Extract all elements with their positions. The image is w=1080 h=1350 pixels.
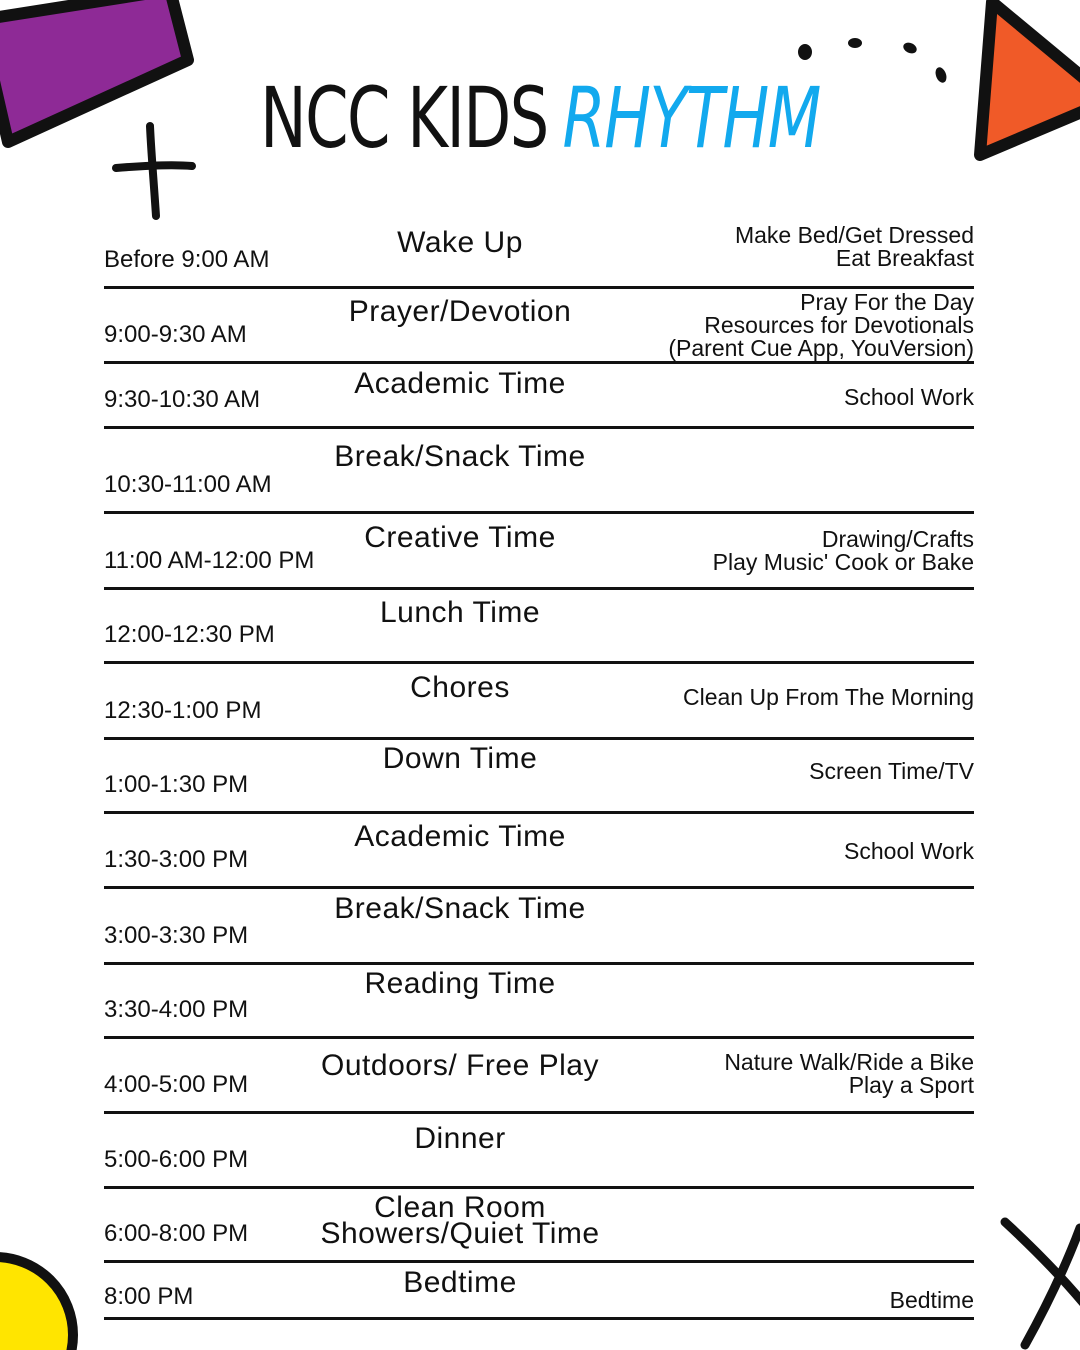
row-time: 4:00-5:00 PM [104,1071,249,1098]
title-part-2: RHYTHM [562,69,820,167]
schedule-row [104,965,974,1039]
row-note: School Work [844,838,974,864]
row-time: 1:00-1:30 PM [104,771,249,798]
row-note: Play Music' Cook or Bake [712,549,974,575]
row-activity [320,1190,600,1250]
x-mark-shape [1005,1222,1080,1345]
schedule-row [104,514,974,590]
schedule-row [104,740,974,814]
row-activity: Academic Time [354,367,566,400]
row-activity: Break/Snack Time [334,891,586,925]
row-time: 3:30-4:00 PM [104,996,249,1023]
schedule-row [104,1039,974,1114]
schedule-table [104,222,974,1320]
row-note: Eat Breakfast [835,245,974,271]
row-note: Clean Up From The Morning [682,684,974,710]
row-note: Screen Time/TV [809,758,974,784]
row-note: Nature Walk/Ride a Bike [724,1049,974,1075]
row-time: 3:00-3:30 PM [104,922,249,949]
title-part-1: NCC KIDS [260,69,548,167]
row-activity: Wake Up [397,226,523,259]
row-activity: Outdoors/ Free Play [321,1049,599,1082]
schedule-row [104,814,974,889]
row-notes [844,840,974,863]
row-activity: Prayer/Devotion [348,295,572,328]
schedule-row [104,1189,974,1263]
row-note: Play a Sport [848,1072,974,1098]
row-note: Drawing/Crafts [821,526,974,552]
page-title [140,70,939,166]
row-time: 6:00-8:00 PM [104,1220,249,1247]
row-time: 12:00-12:30 PM [104,621,275,648]
schedule-row [104,664,974,740]
row-time: 9:00-9:30 AM [104,321,247,348]
row-notes [890,1289,974,1312]
row-activity-line: Showers/Quiet Time [320,1216,600,1250]
row-note: Resources for Devotionals [704,312,974,338]
schedule-row [104,289,974,364]
row-time: 11:00 AM-12:00 PM [104,547,315,574]
row-notes [668,291,974,360]
row-activity: Bedtime [403,1266,517,1299]
row-activity: Chores [410,670,510,704]
row-time: 5:00-6:00 PM [104,1146,249,1173]
schedule-row [104,889,974,965]
schedule-row [104,429,974,514]
row-note: Pray For the Day [800,289,974,315]
row-note: School Work [844,384,974,410]
orange-triangle-shape [980,2,1080,155]
row-time: 9:30-10:30 AM [104,386,261,413]
schedule-row [104,222,974,289]
row-activity: Academic Time [354,820,566,853]
row-activity: Break/Snack Time [334,440,586,473]
row-activity: Down Time [382,741,538,775]
schedule-row [104,1114,974,1189]
row-note: Make Bed/Get Dressed [734,222,974,248]
row-note: (Parent Cue App, YouVersion) [668,335,974,361]
row-time: 1:30-3:00 PM [104,846,249,873]
row-time: 12:30-1:00 PM [104,697,262,724]
row-activity-line: Clean Room [374,1190,546,1224]
row-activity: Creative Time [364,520,556,554]
row-notes [683,686,974,709]
row-notes [844,386,974,409]
row-activity: Lunch Time [379,595,541,629]
row-time: 8:00 PM [104,1283,194,1310]
schedule-row [104,590,974,664]
row-activity: Reading Time [364,966,556,1000]
row-notes [735,224,974,270]
row-notes [809,760,974,783]
schedule-row [104,364,974,429]
row-activity: Dinner [414,1122,506,1155]
row-notes [724,1051,974,1097]
row-time: 10:30-11:00 AM [104,471,272,498]
row-note: Bedtime [889,1287,974,1313]
row-time: Before 9:00 AM [104,246,270,273]
yellow-circle-shape [0,1257,73,1350]
schedule-row [104,1263,974,1320]
row-notes [713,528,974,574]
